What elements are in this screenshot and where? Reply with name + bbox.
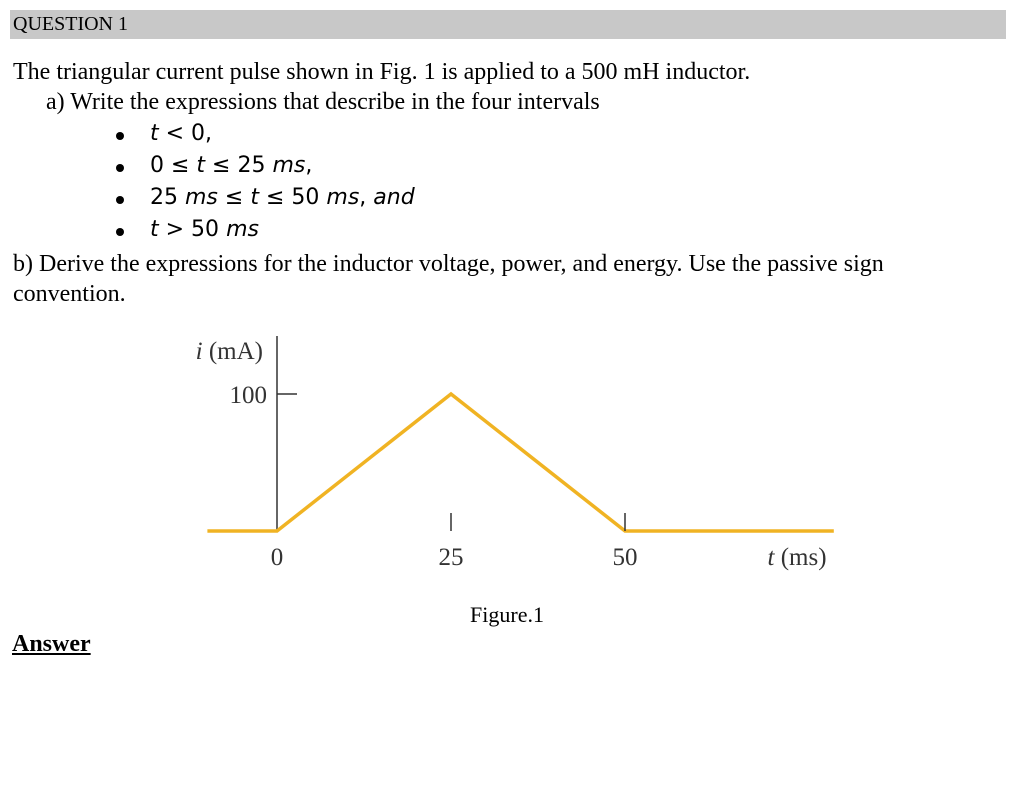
x-ticks <box>271 513 638 571</box>
math-token: 0 ≤ <box>150 153 197 178</box>
part-b-text: b) Derive the expressions for the inductor voltage, power, and energy. Use the passive sign <box>13 251 884 277</box>
math-token: ms <box>185 185 218 210</box>
y-axis-label-unit: (mA) <box>208 338 263 365</box>
math-token: and <box>373 185 415 210</box>
math-token: , <box>359 185 374 210</box>
math-token: t <box>150 217 159 242</box>
y-axis-label-var: i <box>195 338 209 365</box>
x-tick-label-25: 25 <box>438 544 464 571</box>
part-b-text-continued: convention. <box>13 281 126 307</box>
figure-caption: Figure.1 <box>470 602 544 627</box>
math-token: ms <box>272 153 306 178</box>
math-token: ms <box>226 217 259 242</box>
question-intro: The triangular current pulse shown in Fig. 1 is applied to a 500 mH inductor. <box>13 59 751 85</box>
math-token: ≤ <box>217 185 251 210</box>
question-title: QUESTION 1 <box>13 13 128 35</box>
math-token: t <box>196 153 206 178</box>
math-token: > 50 <box>158 217 227 242</box>
x-tick-label-0: 0 <box>270 544 284 571</box>
math-token: ms <box>326 185 360 210</box>
x-axis-label <box>767 544 826 571</box>
math-token: ≤ 25 <box>205 153 273 178</box>
x-tick-label-50: 50 <box>612 544 638 571</box>
math-token: < 0, <box>158 121 213 146</box>
y-axis-label <box>196 338 263 365</box>
answer-label: Answer <box>12 631 91 657</box>
part-a-text: a) Write the expressions that describe in the four intervals <box>46 89 600 115</box>
math-token: 25 <box>150 185 185 210</box>
x-axis-label-unit: (ms) <box>780 544 827 571</box>
math-token: t <box>250 185 259 210</box>
y-tick-label-100: 100 <box>229 382 267 409</box>
math-token: , <box>305 153 313 178</box>
current-series-line <box>207 394 833 531</box>
math-token: t <box>150 121 159 146</box>
x-axis-label-var: t <box>767 544 781 571</box>
math-token: ≤ 50 <box>258 185 327 210</box>
